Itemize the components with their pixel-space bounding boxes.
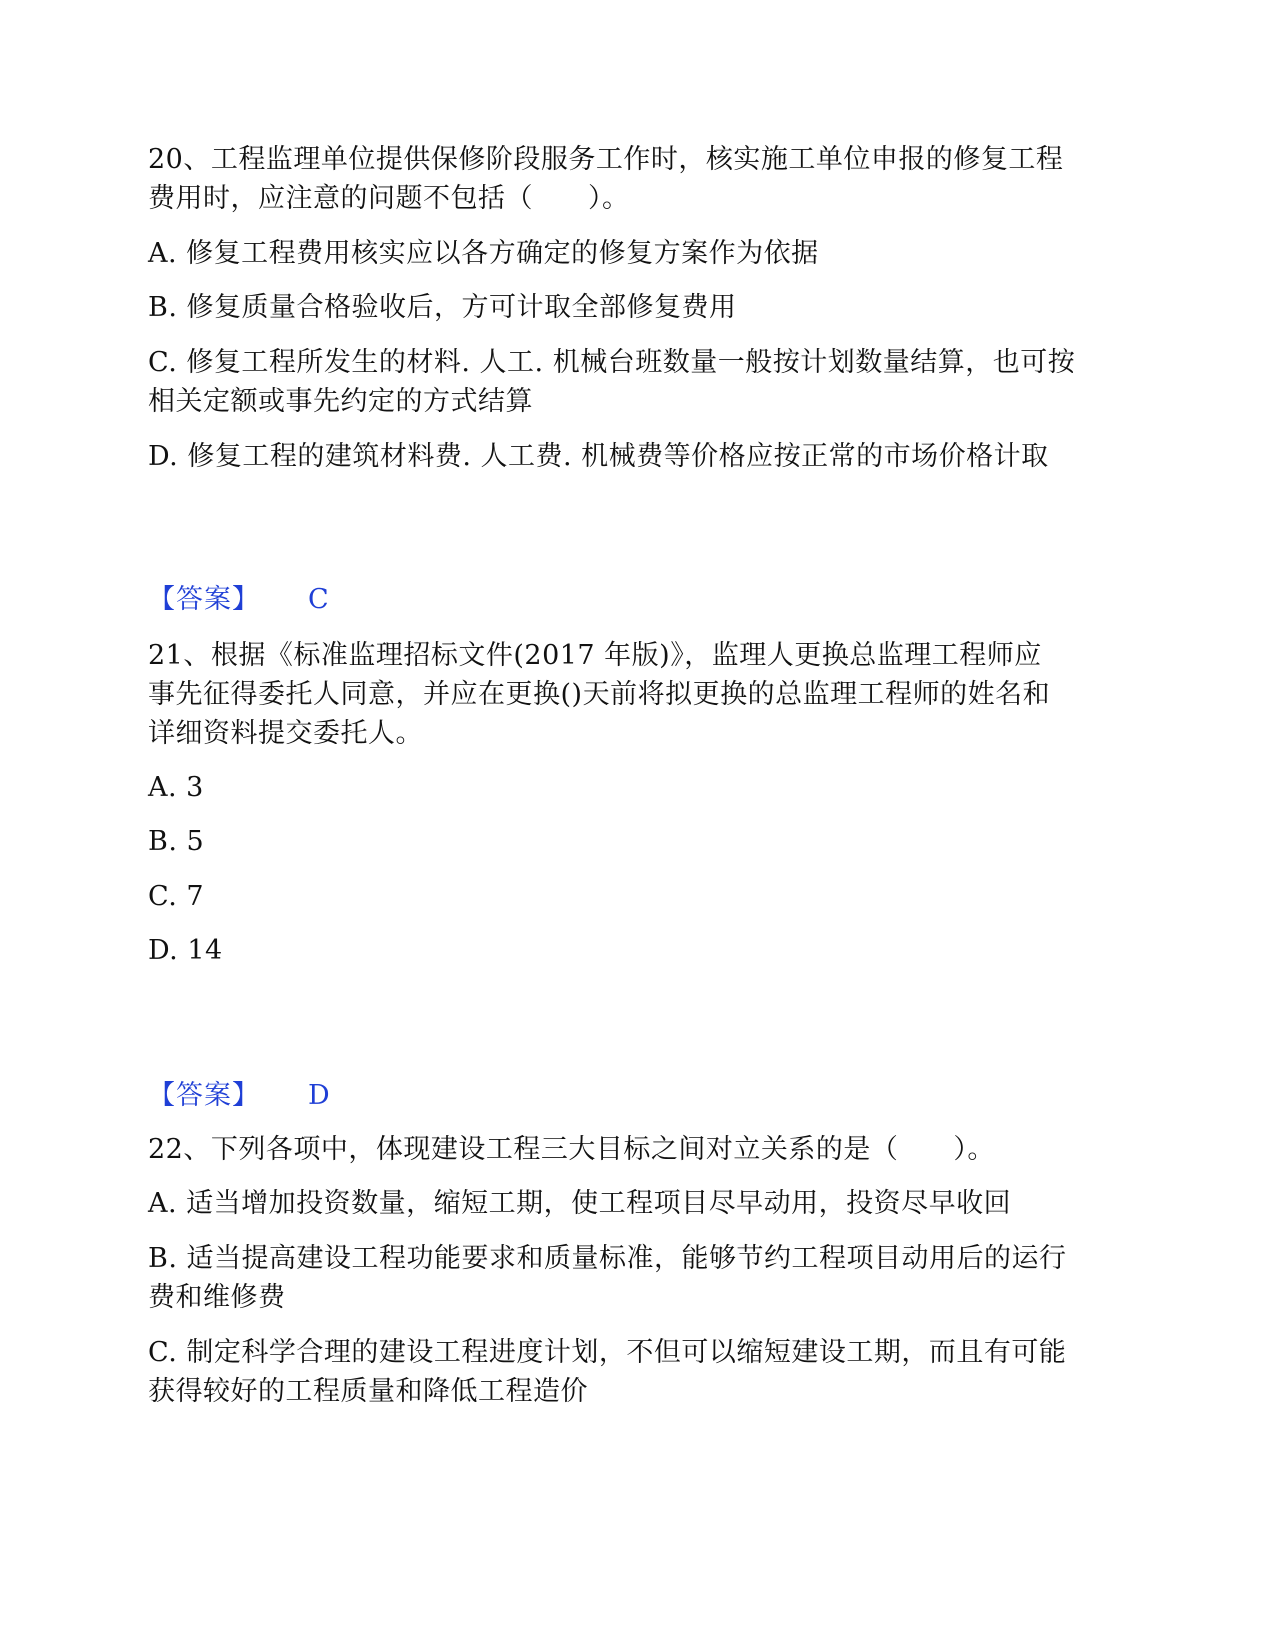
q22-option-c-line-1: C. 制定科学合理的建设工程进度计划，不但可以缩短建设工期，而且有可能	[148, 1337, 1067, 1368]
q22-option-c-line-2: 获得较好的工程质量和降低工程造价	[148, 1376, 588, 1407]
q21-option-d: D. 14	[148, 935, 223, 966]
q20-stem-line-2: 费用时，应注意的问题不包括（ ）。	[148, 183, 630, 214]
q21-stem-line-3: 详细资料提交委托人。	[148, 718, 423, 749]
q22-option-b-line-1: B. 适当提高建设工程功能要求和质量标准，能够节约工程项目动用后的运行	[148, 1243, 1067, 1274]
q20-option-a: A. 修复工程费用核实应以各方确定的修复方案作为依据	[148, 238, 819, 269]
q22-stem-line-1: 22、下列各项中，体现建设工程三大目标之间对立关系的是（ ）。	[148, 1134, 995, 1165]
q21-option-a: A. 3	[148, 772, 204, 803]
q20-option-c-line-1: C. 修复工程所发生的材料. 人工. 机械台班数量一般按计划数量结算，也可按	[148, 347, 1076, 378]
answer-value: D	[308, 1080, 331, 1111]
q21-option-c: C. 7	[148, 881, 205, 912]
answer-label: 【答案】	[148, 1080, 260, 1111]
q21-stem-line-1: 21、根据《标准监理招标文件(2017 年版)》，监理人更换总监理工程师应	[148, 640, 1042, 671]
q20-stem-line-1: 20、工程监理单位提供保修阶段服务工作时，核实施工单位申报的修复工程	[148, 144, 1064, 175]
q20-answer-row	[148, 580, 1128, 620]
q20-option-c-line-2: 相关定额或事先约定的方式结算	[148, 386, 533, 417]
q22-option-a: A. 适当增加投资数量，缩短工期，使工程项目尽早动用，投资尽早收回	[148, 1188, 1012, 1219]
q21-option-b: B. 5	[148, 826, 205, 857]
answer-value: C	[308, 584, 330, 615]
q20-option-d: D. 修复工程的建筑材料费. 人工费. 机械费等价格应按正常的市场价格计取	[148, 441, 1049, 472]
answer-label: 【答案】	[148, 584, 260, 615]
q22-option-b-line-2: 费和维修费	[148, 1282, 286, 1313]
q21-answer-row	[148, 1076, 1128, 1116]
q20-option-b: B. 修复质量合格验收后，方可计取全部修复费用	[148, 292, 737, 323]
q21-stem-line-2: 事先征得委托人同意，并应在更换()天前将拟更换的总监理工程师的姓名和	[148, 679, 1051, 710]
